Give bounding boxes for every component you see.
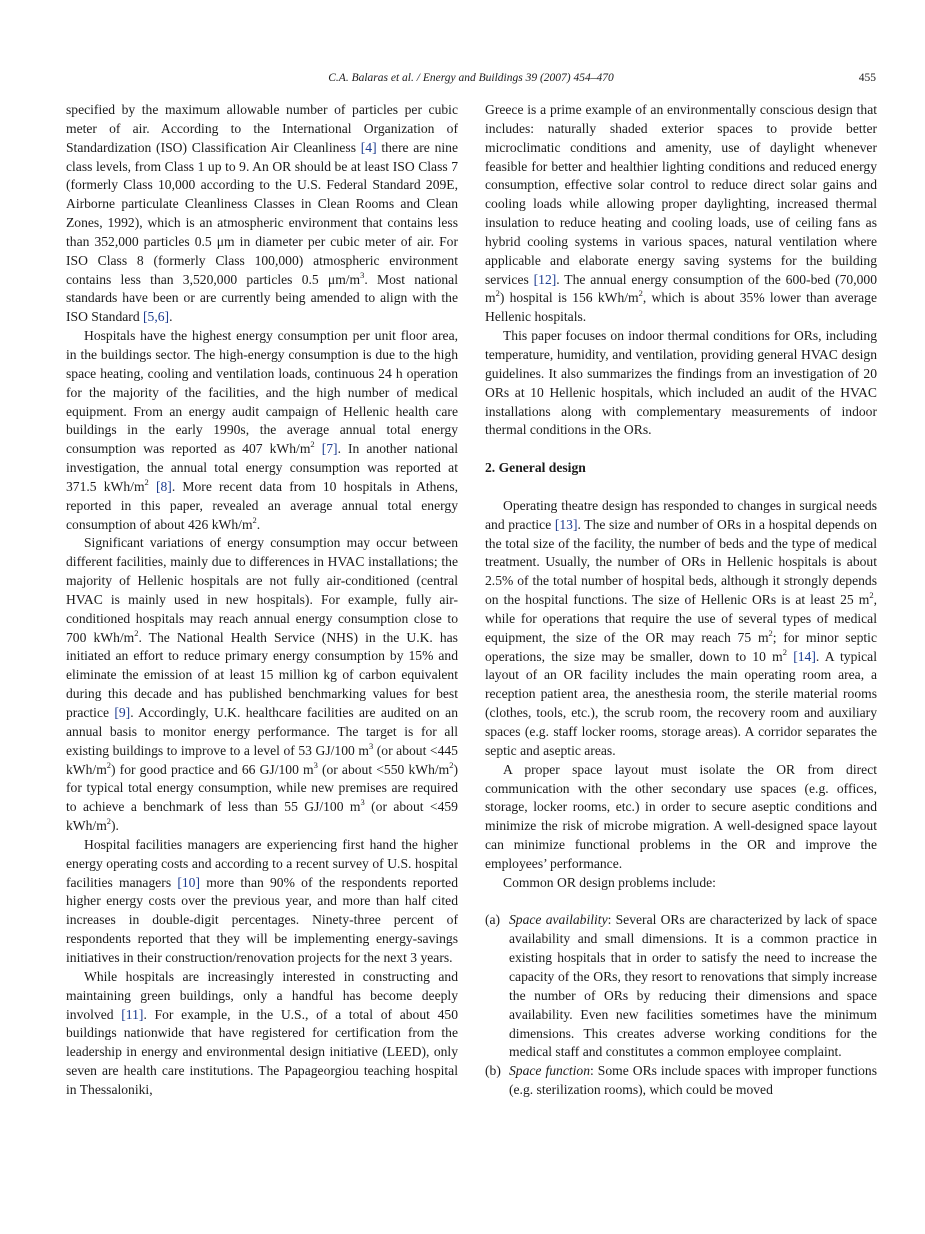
- left-column: [66, 101, 458, 1100]
- text-run: Significant variations of energy consumption may occur between different facilities, mainly due to differences in HVAC installations; the majority of Hellenic hospitals are not fully air-conditioned (central HVAC is mainly used in new hospitals). For example, fully air-conditioned hospitals may reach annual energy consumption close to 700 kWh/m: [66, 535, 458, 645]
- citation-link[interactable]: [7]: [321, 441, 338, 457]
- text-run: .: [169, 309, 173, 325]
- text-run: . The National Health Service (NHS) in the U.K. has initiated an effort to reduce primary energy consumption by 15% and eliminate the emission of at least 15 million kg of carbon equivalent during this decade and has published benchmarking values for best practice: [66, 629, 458, 720]
- superscript: 2: [252, 514, 257, 525]
- citation-link[interactable]: [13]: [554, 516, 578, 532]
- paragraph: [66, 101, 458, 327]
- list-marker: (a): [485, 912, 501, 928]
- paragraph: [485, 101, 877, 327]
- list-item: [485, 911, 877, 1062]
- text-run: (or about <459 kWh/m: [66, 799, 458, 834]
- running-header: C.A. Balaras et al. / Energy and Buildings 39 (2007) 454–470: [328, 72, 614, 84]
- text-run: [149, 479, 156, 494]
- text-run: Operating theatre design has responded to changes in surgical needs and practice: [485, 497, 877, 532]
- superscript: 2: [310, 439, 315, 450]
- text-run: [315, 441, 322, 456]
- superscript: 2: [495, 288, 500, 299]
- superscript: 2: [768, 627, 773, 638]
- list-item: [485, 1062, 877, 1100]
- text-run: ; for minor septic operations, the size may be smaller, down to 10 m: [485, 629, 877, 664]
- list-text: : Several ORs are characterized by lack of space availability and small dimensions. It is a common practice in existing hospitals that in order to satisfy the need to increase the capacity of the ORs, they resort to renovations that simply increase the number of ORs by reducing their dimensions and space availability. Even new facilities sometimes have the minimum dimensions. This creates adverse working conditions for the medical staff and constitutes a common employee complaint.: [509, 912, 877, 1060]
- text-run: specified by the maximum allowable number of particles per cubic meter of air. According to the International Organization of Standardization (ISO) Classification Air Cleanliness: [66, 102, 458, 155]
- paragraph: [485, 327, 877, 440]
- text-run: .: [256, 516, 261, 532]
- superscript: 2: [134, 627, 139, 638]
- text-run: Greece is a prime example of an environmentally conscious design that includes: naturally shaded exterior spaces to provide better microclimatic conditions and amenity, use of daylight whenever feasible for better and healthier lighting conditions and reduced energy consumption, effective solar control to reduce direct solar gains and cooling loads while allowing proper daylighting, increased thermal insulation to reduce heating and cooling loads, use of ceiling fans as hybrid cooling systems in various spaces, natural ventilation where applicable and elaborate energy saving systems for the building services: [485, 102, 877, 287]
- list-text: : Some ORs include spaces with improper functions (e.g. sterilization rooms), which could be moved: [509, 1063, 877, 1098]
- text-run: . The annual energy consumption of the 600-bed (70,000 m: [485, 271, 877, 306]
- citation-link[interactable]: [14]: [793, 648, 816, 664]
- text-run: , which is about 35% lower than average Hellenic hospitals.: [485, 290, 877, 325]
- text-run: more than 90% of the respondents reported higher energy costs over the previous year, and more than half cited increases in double-digit percentages. Ninety-three percent of respondents reported that they will be implementing energy-savings initiatives in their construction/renovation projects for the next 3 years.: [66, 874, 458, 965]
- superscript: 2: [638, 288, 643, 299]
- superscript: 2: [106, 759, 112, 770]
- superscript: 3: [313, 759, 318, 770]
- text-run: ) for typical total energy consumption, while new premises are required to achieve a benchmark of less than 55 GJ/100 m: [66, 761, 459, 815]
- text-run: . For example, in the U.S., of a total of about 450 buildings nationwide that have registered for certification from the leadership in energy and environmental design initiative (LEED), only seven are health care institutions. The Papageorgiou teaching hospital in Thessaloniki,: [66, 1006, 458, 1097]
- citation-link[interactable]: [10]: [177, 874, 200, 890]
- list-term: Space availability: [509, 912, 608, 928]
- text-run: ) hospital is 156 kWh/m: [499, 290, 639, 306]
- text-run: Common OR design problems include:: [503, 874, 716, 890]
- paragraph: [485, 761, 877, 874]
- citation-link[interactable]: [8]: [155, 478, 172, 494]
- text-run: While hospitals are increasingly interested in constructing and maintaining green buildings, only a handful has become deeply involved: [66, 968, 458, 1022]
- text-run: A proper space layout must isolate the OR from direct communication with the other secondary use spaces (e.g. offices, storage, locker rooms, etc.) in order to secure aseptic conditions and minimize the risk of microbe migration. A well-designed space layout can minimize functional problems in the OR and improve the employees’ performance.: [485, 761, 877, 871]
- text-run: . Most national standards have been or are currently being amended to align with the ISO Standard: [66, 271, 458, 325]
- text-run: Hospitals have the highest energy consumption per unit floor area, in the buildings sector. The high-energy consumption is due to the high space heating, cooling and ventilation loads, continuous 24 h operation for the majority of the facilities, and the high number of medical equipment. From an energy audit campaign of Hellenic health care buildings in the early 1990s, the average annual total energy consumption was reported as 407 kWh/m: [66, 328, 458, 457]
- text-run: This paper focuses on indoor thermal conditions for ORs, including temperature, humidity, and ventilation, providing general HVAC design guidelines. It also summarizes the findings from an investigation of 20 ORs at 10 Hellenic hospitals, which included an audit of the HVAC installations along with complementary measurements of indoor thermal conditions in the ORs.: [485, 328, 877, 438]
- superscript: 3: [368, 740, 374, 751]
- section-heading: 2. General design: [485, 460, 586, 476]
- citation-link[interactable]: [11]: [121, 1006, 144, 1022]
- section-paragraphs: [485, 497, 877, 893]
- intro-paragraphs: [485, 101, 877, 440]
- text-run: Hospital facilities managers are experiencing first hand the higher energy operating costs and according to a recent survey of U.S. hospital facilities managers: [66, 836, 458, 890]
- citation-link[interactable]: [12]: [533, 271, 557, 287]
- superscript: 3: [360, 269, 365, 280]
- list-marker: (b): [485, 1063, 501, 1079]
- paragraph: [66, 968, 458, 1100]
- paragraph: [485, 874, 877, 893]
- text-run: . A typical layout of an OR facility includes the main operating room area, a reception patient area, the anesthesia room, the sterile material rooms (clothes, tools, etc.), the scrub room, the recovery room and auxiliary spaces (e.g. staff locker rooms, storage areas). A corridor separates the septic and aseptic areas.: [485, 648, 877, 758]
- superscript: 2: [449, 759, 454, 770]
- citation-link[interactable]: [9]: [114, 705, 131, 720]
- text-run: . In another national investigation, the annual total energy consumption was reported at 371.5 kWh/m: [66, 441, 458, 494]
- text-run: ) for good practice and 66 GJ/100 m: [111, 761, 314, 777]
- text-run: (or about <445 kWh/m: [66, 742, 458, 777]
- paragraph: [66, 836, 458, 968]
- text-run: ).: [111, 818, 119, 834]
- citation-link[interactable]: [4]: [360, 139, 377, 155]
- superscript: 2: [782, 646, 787, 657]
- text-run: . Accordingly, U.K. healthcare facilities are audited on an annual basis to monitor energy performance. The target is for all existing buildings to improve to a level of 53 GJ/100 m: [66, 705, 458, 758]
- paragraph: [485, 497, 877, 761]
- citation-link[interactable]: [5,6]: [143, 309, 170, 325]
- text-run: . More recent data from 10 hospitals in Athens, reported in this paper, revealed an average annual total energy consumption of about 426 kWh/m: [66, 478, 459, 532]
- superscript: 3: [360, 797, 365, 808]
- text-run: (or about <550 kWh/m: [317, 761, 450, 777]
- list-term: Space function: [509, 1063, 591, 1079]
- superscript: 2: [144, 476, 149, 487]
- superscript: 2: [106, 816, 112, 827]
- page-number: 455: [858, 72, 876, 84]
- text-run: . The size and number of ORs in a hospital depends on the total size of the facility, the number of beds and the type of medical treatment. Usually, the number of ORs in Hellenic hospitals is about 2.5% of the total number of hospital beds, although it strongly depends on the hospital functions. The size of Hellenic ORs is at least 25 m: [485, 516, 878, 608]
- superscript: 2: [869, 590, 874, 601]
- paragraph: [66, 327, 458, 534]
- text-run: , while for operations that require the use of several types of medical equipment, the size of the OR may reach 75 m: [485, 592, 877, 645]
- right-column: [485, 101, 877, 1100]
- text-run: there are nine class levels, from Class 1 up to 9. An OR should be at least ISO Class 7 (formerly Class 10,000 according to the U.S. Federal Standard 209E, Airborne particulate Cleanliness Classes in Clean Rooms and Clean Zones, 1992), which is an atmospheric environment that contains less than 352,000 particles 0.5 μm in diameter per cubic meter of air. For ISO Class 8 (formerly Class 100,000) atmospheric environment contains less than 3,520,000 particles 0.5 μm/m: [66, 139, 458, 287]
- paragraph: [66, 534, 458, 836]
- design-problems-list: [485, 911, 877, 1099]
